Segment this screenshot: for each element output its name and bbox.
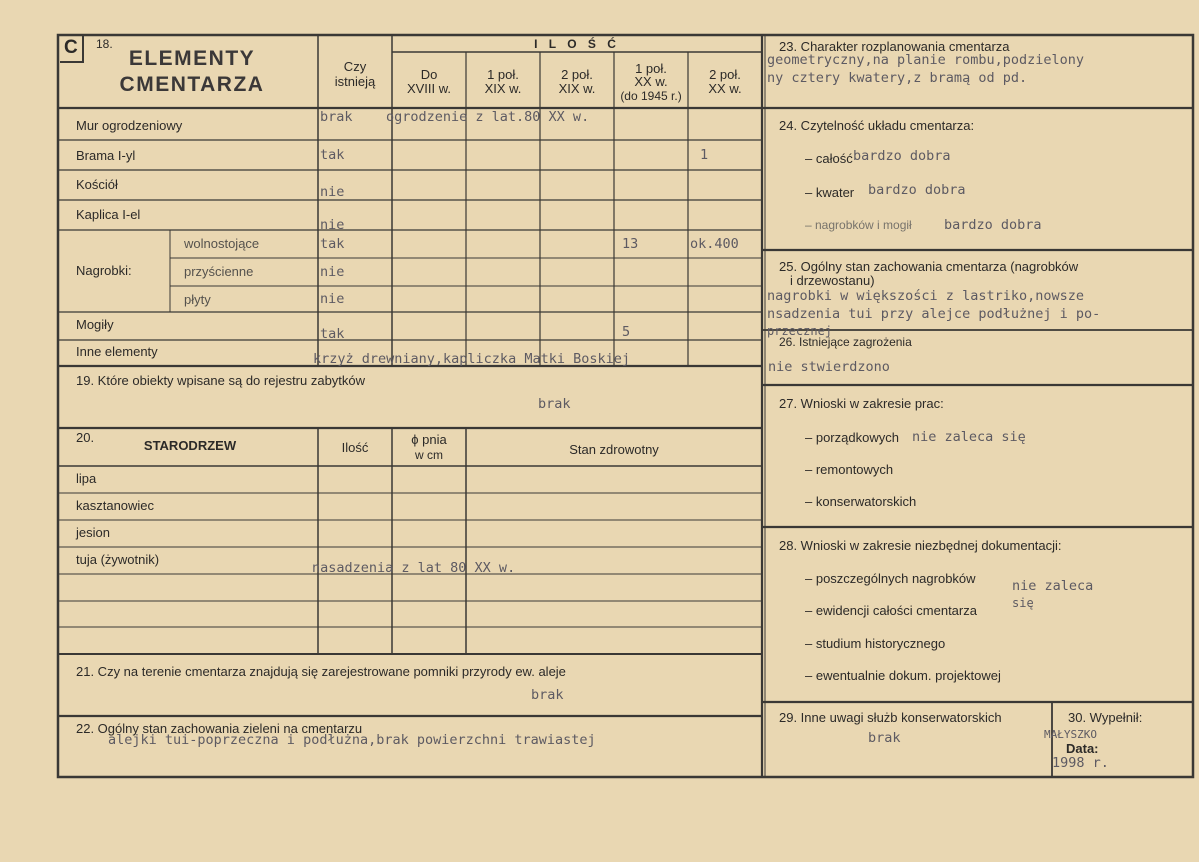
q29-label: 29. Inne uwagi służb konserwatorskich — [779, 710, 1002, 725]
q25-label-line2: i drzewostanu) — [790, 273, 875, 288]
q30-date: 1998 r. — [1052, 755, 1109, 771]
period-4-line1: 1 poł. — [635, 61, 667, 76]
row-nagrobki-label: Nagrobki: — [76, 263, 132, 278]
q27-label: 27. Wnioski w zakresie prac: — [779, 396, 944, 411]
q20-col-stan: Stan zdrowotny — [569, 442, 659, 457]
q22-label: 22. Ogólny stan zachowania zieleni na cmentarzu — [76, 721, 363, 736]
q23-label: 23. Charakter rozplanowania cmentarza — [779, 39, 1010, 54]
q20-col-ilosc: Ilość — [341, 440, 369, 455]
row-brama-period5: 1 — [700, 147, 709, 163]
section-number: 18. — [96, 37, 113, 51]
row-brama-label: Brama I-yl — [76, 148, 136, 163]
q28-item-3: – studium historycznego — [805, 636, 946, 651]
q24-item-3-value: bardzo dobra — [944, 217, 1042, 233]
row-kaplica-exists: nie — [320, 217, 345, 233]
row-przyscienne-label: przyścienne — [184, 264, 254, 279]
col-ilosc-header: I L O Ś Ć — [534, 37, 620, 51]
q25-line2: nsadzenia tui przy alejce podłużnej i po- — [767, 306, 1101, 322]
period-2-line2: XIX w. — [484, 81, 522, 96]
q28-item-2: – ewidencji całości cmentarza — [805, 603, 977, 618]
period-3-line1: 2 poł. — [561, 67, 593, 82]
period-5-line1: 2 poł. — [709, 67, 741, 82]
q22-value: alejki tui-poprzeczna i podłużna,brak powierzchni trawiastej — [108, 732, 596, 748]
q27-item-3: – konserwatorskich — [805, 494, 917, 509]
period-4-line2: XX w. — [634, 74, 668, 89]
q28-value-line1: nie zaleca — [1012, 578, 1094, 594]
q20-col-fi-line2: w cm — [415, 448, 443, 462]
q24-item-3-label: – nagrobków i mogił — [805, 218, 912, 232]
q27-item-1: – porządkowych — [805, 430, 899, 445]
period-5-line2: XX w. — [708, 81, 742, 96]
q26-label: 26. Istniejące zagrożenia — [779, 335, 912, 349]
row-kosciol-exists: nie — [320, 184, 345, 200]
q28-label: 28. Wnioski w zakresie niezbędnej dokumentacji: — [779, 538, 1062, 553]
section-letter: C — [64, 37, 78, 58]
period-1-line2: XVIII w. — [406, 81, 452, 96]
q25-label-line1: 25. Ogólny stan zachowania cmentarza (nagrobków — [779, 259, 1079, 274]
section-title-line1: ELEMENTY — [128, 47, 256, 70]
row-plyty-label: płyty — [184, 292, 211, 307]
q20-col-fi-line1: ϕ pnia — [411, 432, 447, 447]
q19-label: 19. Które obiekty wpisane są do rejestru zabytków — [76, 373, 366, 388]
row-mur-note: ogrodzenie z lat.80 XX w. — [386, 109, 590, 125]
row-mogily-period4: 5 — [622, 324, 631, 340]
q30-date-label: Data: — [1066, 741, 1099, 756]
period-4-line3: (do 1945 r.) — [620, 89, 682, 103]
period-1-line1: Do — [420, 67, 438, 82]
row-plyty-exists: nie — [320, 291, 345, 307]
tree-row-3: jesion — [76, 525, 110, 540]
q20-note: nasadzenia z lat 80 XX w. — [312, 560, 516, 576]
q24-item-1-label: – całość — [805, 151, 853, 166]
row-mur-exists: brak — [320, 109, 353, 125]
q19-value: brak — [538, 396, 571, 412]
q28-item-1: – poszczególnych nagrobków — [805, 571, 976, 586]
row-inne-note: krzyż drewniany,kapliczka Matki Boskiej — [313, 351, 630, 367]
row-inne-label: Inne elementy — [76, 344, 158, 359]
q20-number: 20. — [76, 430, 95, 445]
q21-value: brak — [531, 687, 564, 703]
q24-item-2-label: – kwater — [805, 185, 855, 200]
row-mur-label: Mur ogrodzeniowy — [76, 118, 183, 133]
q20-title: STARODRZEW — [143, 438, 237, 453]
q27-item-2: – remontowych — [805, 462, 894, 477]
row-wolnostojace-period4: 13 — [622, 236, 639, 252]
row-przyscienne-exists: nie — [320, 264, 345, 280]
row-mogily-label: Mogiły — [76, 317, 114, 332]
q30-name: MAŁYSZKO — [1044, 728, 1097, 741]
q24-label: 24. Czytelność układu cmentarza: — [779, 118, 975, 133]
q24-item-2-value: bardzo dobra — [868, 182, 966, 198]
row-kosciol-label: Kościół — [76, 177, 118, 192]
row-wolnostojace-label: wolnostojące — [184, 236, 260, 251]
row-wolnostojace-period5: ok.400 — [690, 236, 739, 252]
q24-item-1-value: bardzo dobra — [853, 148, 951, 164]
q27-value: nie zaleca się — [912, 429, 1026, 445]
q26-value: nie stwierdzono — [768, 359, 890, 375]
q28-item-4: – ewentualnie dokum. projektowej — [805, 668, 1001, 683]
period-2-line1: 1 poł. — [487, 67, 519, 82]
row-brama-exists: tak — [320, 147, 345, 163]
q23-line1: geometryczny,na planie rombu,podzielony — [767, 52, 1084, 68]
col-exists-line2: istnieją — [334, 74, 376, 89]
section-title-line2: CMENTARZA — [119, 73, 265, 96]
q29-value: brak — [868, 730, 901, 746]
period-3-line2: XIX w. — [558, 81, 596, 96]
tree-row-1: lipa — [76, 471, 97, 486]
q23-line2: ny cztery kwatery,z bramą od pd. — [767, 70, 1028, 86]
col-exists-line1: Czy — [343, 59, 367, 74]
q28-value-line2: się — [1012, 596, 1034, 610]
q25-line1: nagrobki w większości z lastriko,nowsze — [767, 288, 1084, 304]
q25-line3: przecznej — [767, 324, 833, 338]
row-kaplica-label: Kaplica I-el — [76, 207, 141, 222]
tree-row-2: kasztanowiec — [76, 498, 155, 513]
tree-row-4: tuja (żywotnik) — [76, 552, 160, 567]
q21-label: 21. Czy na terenie cmentarza znajdują się zarejestrowane pomniki przyrody ew. aleje — [76, 664, 566, 679]
row-wolnostojace-exists: tak — [320, 236, 345, 252]
q30-label: 30. Wypełnił: — [1068, 710, 1143, 725]
row-mogily-exists: tak — [320, 326, 345, 342]
